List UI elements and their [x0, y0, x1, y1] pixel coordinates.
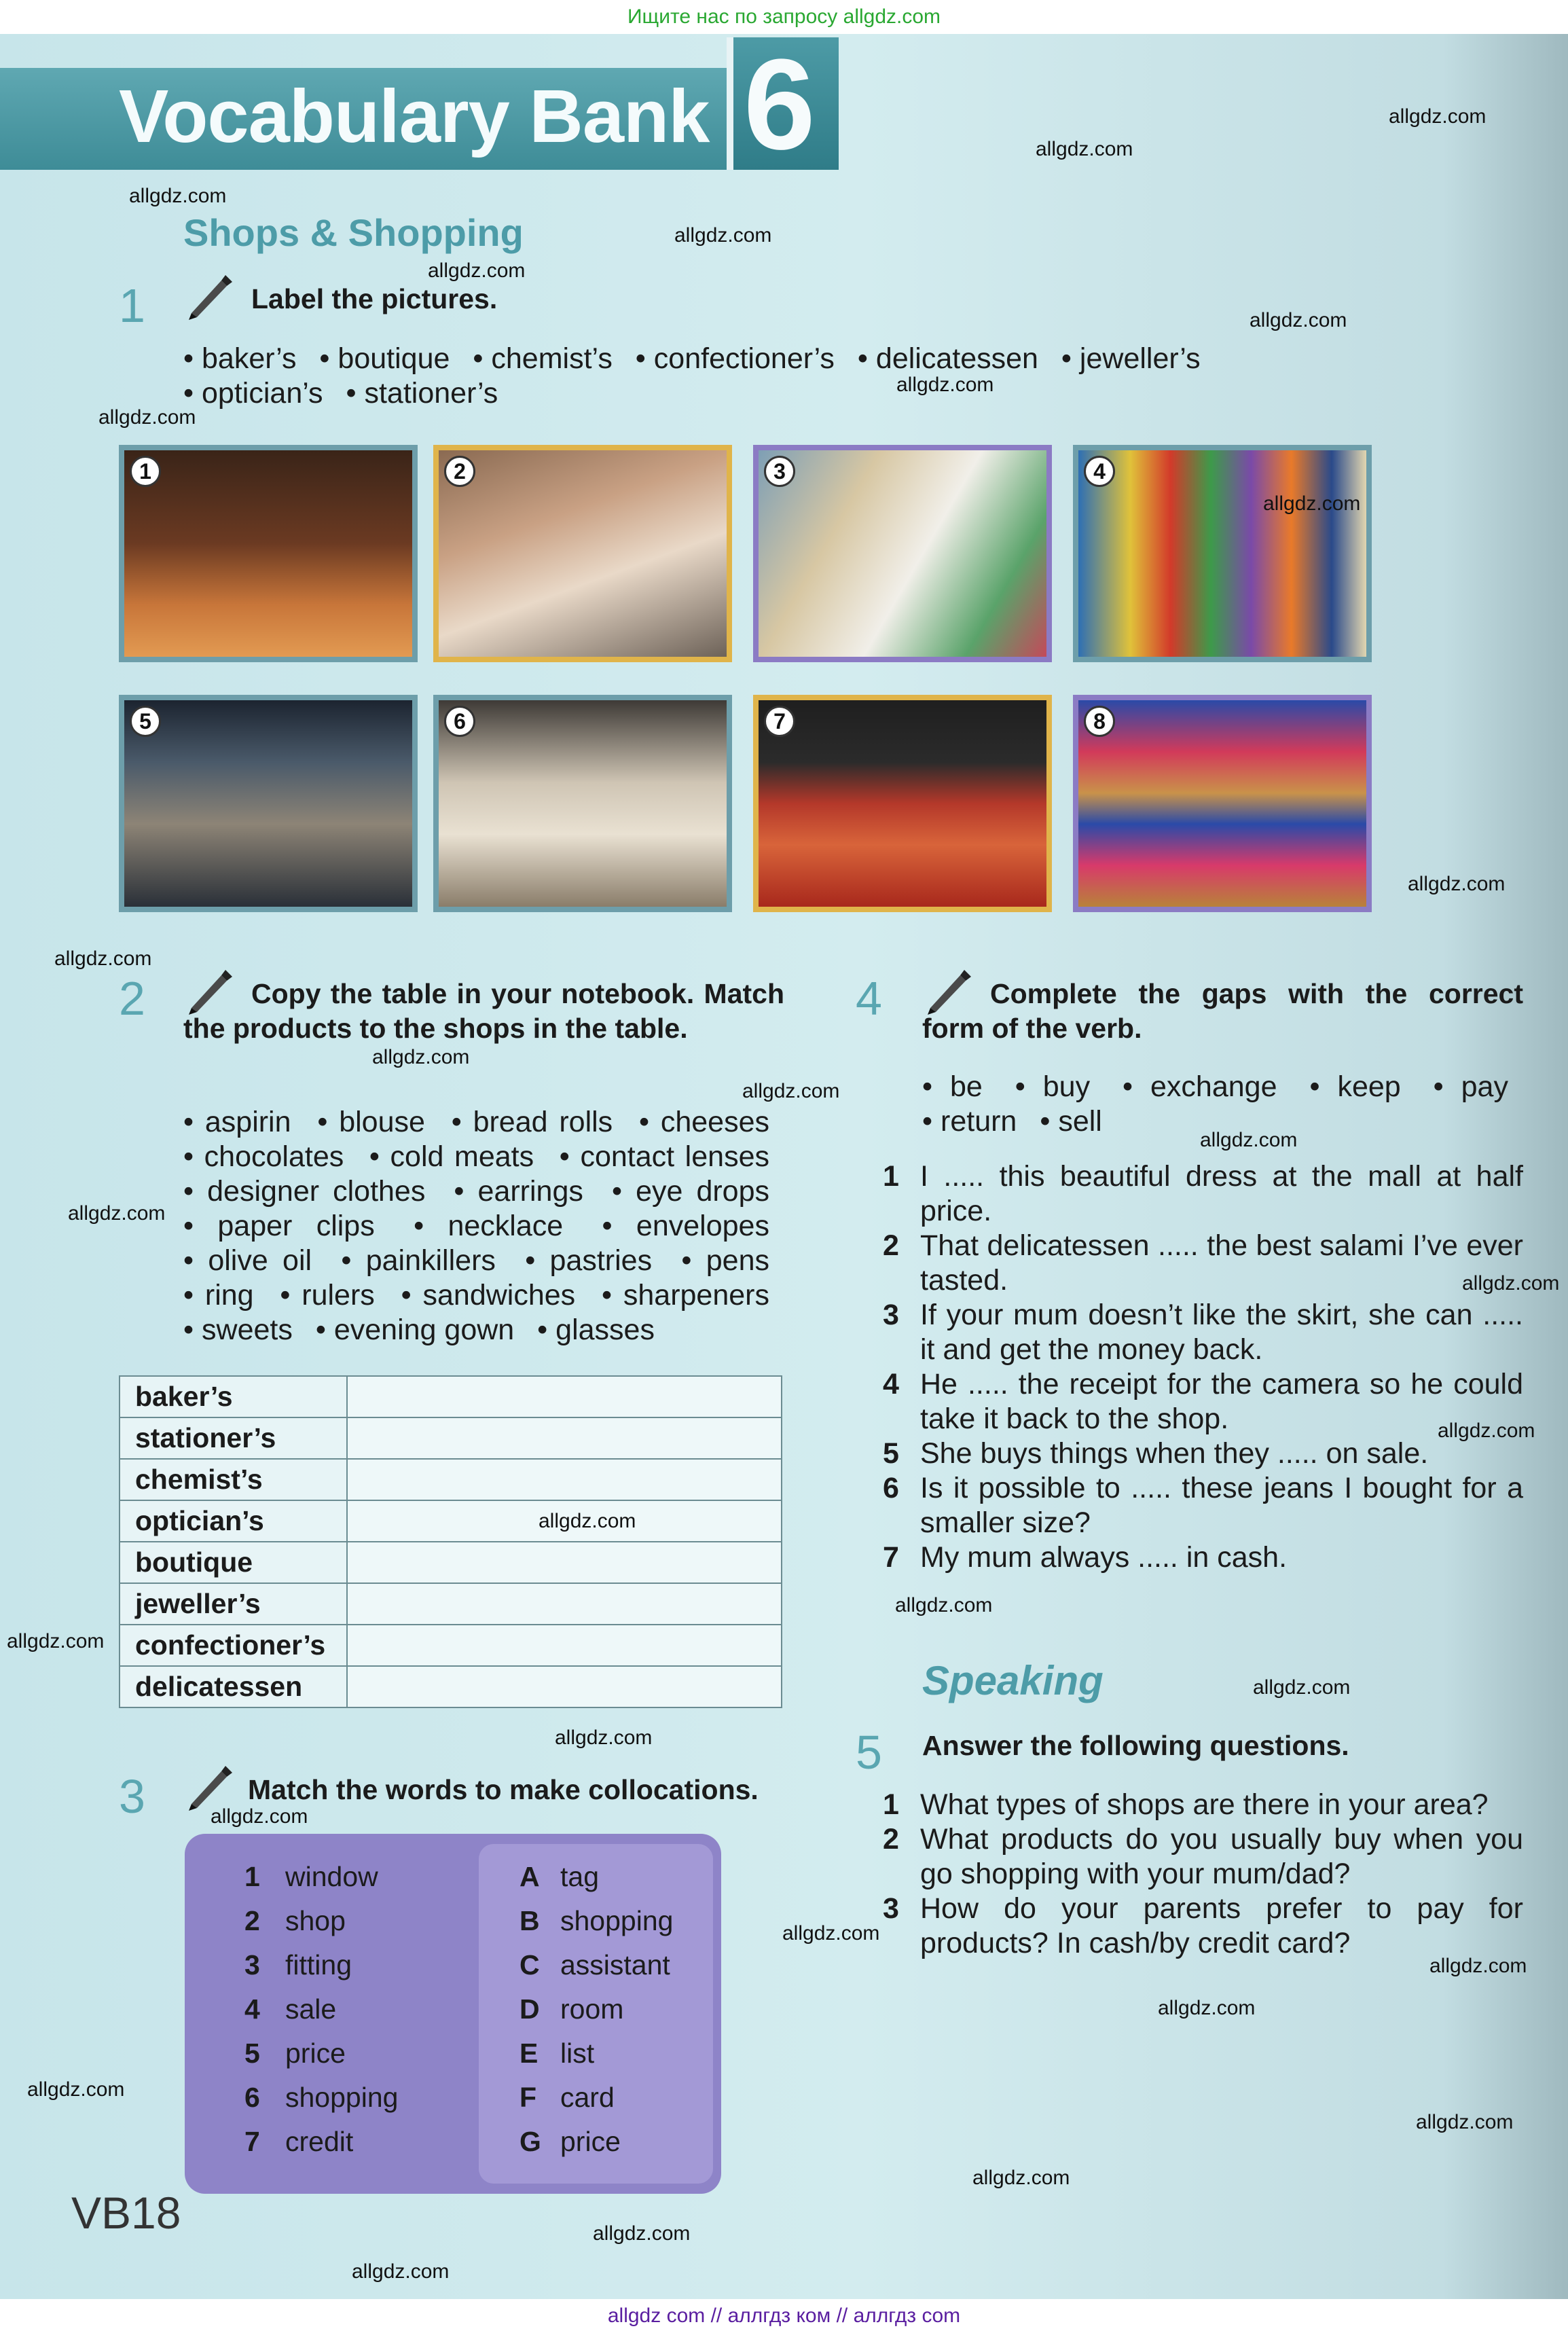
exercise-2-number: 2: [119, 972, 145, 1025]
page-title: Vocabulary Bank: [119, 75, 710, 158]
list-item: [883, 1159, 1523, 1229]
collocation-left-item: [244, 1861, 378, 1893]
item-word: tag: [560, 1861, 599, 1892]
table-blank-cell: [347, 1625, 782, 1666]
watermark: allgdz.com: [129, 185, 227, 207]
watermark: allgdz.com: [98, 406, 196, 429]
collocation-right-item: [519, 1993, 623, 2025]
photo-chemist: [753, 445, 1052, 662]
photo-number: 2: [444, 456, 475, 487]
collocation-left-item: [244, 2082, 398, 2114]
item-number: 2: [883, 1823, 899, 1856]
collocation-right-item: [519, 2082, 615, 2114]
list-item: [883, 1229, 1523, 1298]
word-item: • cold meats: [369, 1140, 534, 1173]
item-letter: F: [519, 2082, 537, 2113]
shops-table: [119, 1375, 782, 1708]
word-item: • aspirin: [183, 1106, 291, 1138]
item-word: credit: [285, 2126, 354, 2157]
exercise-4-sentences: [883, 1159, 1523, 1575]
watermark: allgdz.com: [1389, 105, 1487, 128]
exercise-5-questions: [883, 1788, 1523, 1961]
table-row: [120, 1500, 782, 1542]
item-text: That delicatessen ..... the best salami I’ve ever tasted.: [920, 1229, 1523, 1297]
item-text: My mum always ..... in cash.: [920, 1541, 1288, 1574]
photo-bakery: [119, 445, 418, 662]
collocation-left-item: [244, 1993, 336, 2025]
word-item: • sweets: [183, 1314, 293, 1346]
word-item: • keep: [1309, 1070, 1400, 1103]
list-item: [883, 1367, 1523, 1436]
table-blank-cell: [347, 1542, 782, 1583]
watermark: allgdz.com: [68, 1202, 166, 1225]
collocation-right-item: [519, 2038, 594, 2069]
item-word: room: [560, 1993, 624, 2025]
watermark: allgdz.com: [1462, 1272, 1560, 1295]
exercise-3-instruction: Match the words to make collocations.: [248, 1774, 759, 1805]
table-blank-cell: [347, 1417, 782, 1459]
table-shop-cell: optician’s: [120, 1500, 347, 1542]
exercise-4-number: 4: [856, 972, 882, 1025]
word-item: • pastries: [525, 1244, 652, 1277]
list-item: [883, 1788, 1523, 1822]
word-item: • ring: [183, 1279, 254, 1312]
item-text: If your mum doesn’t like the skirt, she can ..... it and get the money back.: [920, 1299, 1523, 1366]
item-text: What types of shops are there in your area?: [920, 1788, 1489, 1821]
table-row: [120, 1666, 782, 1707]
pen-icon: [182, 268, 236, 323]
item-word: assistant: [560, 1949, 670, 1981]
item-number: 6: [244, 2082, 260, 2113]
photo-boutique: [119, 695, 418, 912]
photo-number: 4: [1084, 456, 1115, 487]
collocation-right-item: [519, 1949, 670, 1981]
word-item: • jeweller’s: [1061, 342, 1201, 375]
item-letter: C: [519, 1949, 540, 1981]
photo-delicatessen: [753, 695, 1052, 912]
word-item: • bread rolls: [452, 1106, 613, 1138]
exercise-1-instruction: Label the pictures.: [251, 283, 498, 314]
item-text: He ..... the receipt for the camera so he could take it back to the shop.: [920, 1368, 1523, 1435]
list-item: [883, 1471, 1523, 1540]
word-item: • envelopes: [602, 1210, 769, 1242]
word-item: • buy: [1015, 1070, 1090, 1103]
watermark: allgdz.com: [896, 374, 994, 396]
watermark: allgdz.com: [1263, 492, 1361, 515]
exercise-5-number: 5: [856, 1726, 882, 1779]
watermark: allgdz.com: [372, 1046, 470, 1068]
item-number: 5: [244, 2038, 260, 2069]
photo-number: 1: [130, 456, 161, 487]
item-word: card: [560, 2082, 615, 2113]
word-item: • pens: [681, 1244, 769, 1277]
watermark: allgdz.com: [352, 2260, 450, 2283]
item-number: 5: [883, 1437, 899, 1470]
exercise-4-instruction: Complete the gaps with the correct form of the verb.: [922, 978, 1523, 1044]
watermark: allgdz.com: [211, 1805, 308, 1828]
word-item: • cheeses: [639, 1106, 769, 1138]
word-item: • chocolates: [183, 1140, 344, 1173]
item-number: 3: [244, 1949, 260, 1981]
watermark: allgdz.com: [742, 1080, 840, 1102]
section-title: Shops & Shopping: [183, 211, 524, 254]
watermark: allgdz.com: [1200, 1129, 1298, 1151]
watermark: allgdz.com: [593, 2222, 691, 2245]
watermark: allgdz.com: [555, 1726, 653, 1749]
list-item: [883, 1822, 1523, 1892]
photo-number: 8: [1084, 706, 1115, 737]
item-number: 1: [883, 1160, 899, 1193]
table-row: [120, 1376, 782, 1417]
item-number: 2: [244, 1905, 260, 1936]
item-number: 2: [883, 1229, 899, 1262]
watermark: allgdz.com: [54, 947, 152, 970]
collocation-left-item: [244, 2126, 353, 2158]
item-word: fitting: [285, 1949, 352, 1981]
watermark: allgdz.com: [782, 1922, 880, 1945]
table-shop-cell: chemist’s: [120, 1459, 347, 1500]
table-row: [120, 1417, 782, 1459]
item-word: price: [560, 2126, 621, 2157]
exercise-3-number: 3: [119, 1770, 145, 1823]
list-item: [883, 1892, 1523, 1961]
word-item: • optician’s: [183, 377, 323, 410]
unit-number: 6: [744, 33, 816, 177]
photo-number: 3: [764, 456, 795, 487]
item-letter: G: [519, 2126, 541, 2157]
word-item: • pay: [1434, 1070, 1508, 1103]
word-item: • sharpeners: [602, 1279, 769, 1312]
item-word: shopping: [285, 2082, 399, 2113]
exercise-5-instruction: Answer the following questions.: [922, 1730, 1349, 1761]
collocation-right-item: [519, 2126, 621, 2158]
table-row: [120, 1542, 782, 1583]
word-item: • evening gown: [316, 1314, 514, 1346]
item-letter: A: [519, 1861, 540, 1892]
photo-pencils: [1073, 445, 1372, 662]
photo-optician: [433, 445, 732, 662]
item-number: 3: [883, 1299, 899, 1331]
word-item: • sell: [1040, 1105, 1102, 1138]
watermark: allgdz.com: [1250, 309, 1347, 331]
word-item: • necklace: [414, 1210, 563, 1242]
watermark: allgdz.com: [1158, 1997, 1256, 2019]
word-item: • be: [922, 1070, 983, 1103]
item-word: shop: [285, 1905, 346, 1936]
watermark: allgdz.com: [1416, 2111, 1514, 2133]
item-text: What products do you usually buy when you go shopping with your mum/dad?: [920, 1823, 1523, 1890]
watermark: allgdz.com: [27, 2078, 125, 2101]
item-number: 1: [244, 1861, 260, 1892]
word-item: • sandwiches: [401, 1279, 576, 1312]
list-item: [883, 1298, 1523, 1367]
table-row: [120, 1583, 782, 1625]
table-shop-cell: delicatessen: [120, 1666, 347, 1707]
word-item: • paper clips: [183, 1210, 375, 1242]
watermark: allgdz.com: [1438, 1419, 1535, 1442]
table-blank-cell: [347, 1583, 782, 1625]
photo-number: 5: [130, 706, 161, 737]
word-item: • chemist’s: [473, 342, 612, 375]
table-blank-cell: [347, 1459, 782, 1500]
table-shop-cell: boutique: [120, 1542, 347, 1583]
word-item: • rulers: [280, 1279, 374, 1312]
watermark: allgdz.com: [7, 1630, 105, 1652]
item-number: 1: [883, 1788, 899, 1821]
photo-number: 7: [764, 706, 795, 737]
item-text: How do your parents prefer to pay for products? In cash/by credit card?: [920, 1892, 1523, 1959]
watermark: allgdz.com: [972, 2167, 1070, 2189]
list-item: [883, 1436, 1523, 1471]
word-item: • baker’s: [183, 342, 296, 375]
exercise-1-number: 1: [119, 279, 145, 332]
item-letter: D: [519, 1993, 540, 2025]
collocation-left-item: [244, 1905, 346, 1937]
page-number: VB18: [71, 2188, 181, 2238]
photo-jewellery: [433, 695, 732, 912]
word-item: • confectioner’s: [636, 342, 835, 375]
item-word: shopping: [560, 1905, 674, 1936]
table-shop-cell: stationer’s: [120, 1417, 347, 1459]
item-text: I ..... this beautiful dress at the mall at half price.: [920, 1160, 1523, 1227]
exercise-2-word-list: [183, 1105, 784, 1348]
item-number: 4: [883, 1368, 899, 1400]
top-banner[interactable]: Ищите нас по запросу allgdz.com: [0, 0, 1568, 34]
word-item: • eye drops: [612, 1175, 769, 1208]
item-number: 7: [244, 2126, 260, 2157]
photo-confectioner: [1073, 695, 1372, 912]
word-item: • glasses: [537, 1314, 655, 1346]
item-word: list: [560, 2038, 595, 2069]
word-item: • delicatessen: [858, 342, 1038, 375]
item-number: 4: [244, 1993, 260, 2025]
item-number: 6: [883, 1472, 899, 1504]
watermark: allgdz.com: [674, 224, 772, 247]
photo-number: 6: [444, 706, 475, 737]
word-item: • earrings: [454, 1175, 583, 1208]
watermark: allgdz.com: [539, 1510, 636, 1532]
word-item: • contact lenses: [560, 1140, 769, 1173]
bottom-banner[interactable]: allgdz com // аллгдз ком // аллгдз com: [0, 2299, 1568, 2333]
item-text: She buys things when they ..... on sale.: [920, 1437, 1429, 1470]
speaking-heading: Speaking: [922, 1658, 1104, 1703]
word-item: • designer clothes: [183, 1175, 425, 1208]
collocation-right-item: [519, 1905, 673, 1937]
list-item: [883, 1540, 1523, 1575]
exercise-2-instruction: Copy the table in your notebook. Match the products to the shops in the table.: [183, 978, 784, 1044]
word-item: • return: [922, 1105, 1017, 1138]
item-number: 3: [883, 1892, 899, 1925]
watermark: allgdz.com: [1429, 1955, 1527, 1977]
word-item: • olive oil: [183, 1244, 312, 1277]
watermark: allgdz.com: [895, 1594, 993, 1616]
item-word: window: [285, 1861, 378, 1892]
collocation-right-item: [519, 1861, 599, 1893]
item-text: Is it possible to ..... these jeans I bought for a smaller size?: [920, 1472, 1523, 1539]
table-row: [120, 1459, 782, 1500]
table-shop-cell: baker’s: [120, 1376, 347, 1417]
item-word: price: [285, 2038, 346, 2069]
item-word: sale: [285, 1993, 337, 2025]
item-letter: E: [519, 2038, 539, 2069]
collocation-left-item: [244, 2038, 346, 2069]
watermark: allgdz.com: [1253, 1676, 1351, 1699]
watermark: allgdz.com: [1408, 873, 1506, 895]
table-shop-cell: jeweller’s: [120, 1583, 347, 1625]
word-item: • exchange: [1123, 1070, 1277, 1103]
item-letter: B: [519, 1905, 540, 1936]
table-blank-cell: [347, 1376, 782, 1417]
table-row: [120, 1625, 782, 1666]
watermark: allgdz.com: [428, 259, 526, 282]
word-item: • stationer’s: [346, 377, 498, 410]
exercise-1-word-list: [183, 342, 1243, 411]
watermark: allgdz.com: [1036, 138, 1133, 160]
word-item: • painkillers: [341, 1244, 496, 1277]
collocation-left-item: [244, 1949, 352, 1981]
table-shop-cell: confectioner’s: [120, 1625, 347, 1666]
item-number: 7: [883, 1541, 899, 1574]
word-item: • blouse: [317, 1106, 425, 1138]
table-blank-cell: [347, 1666, 782, 1707]
word-item: • boutique: [319, 342, 450, 375]
